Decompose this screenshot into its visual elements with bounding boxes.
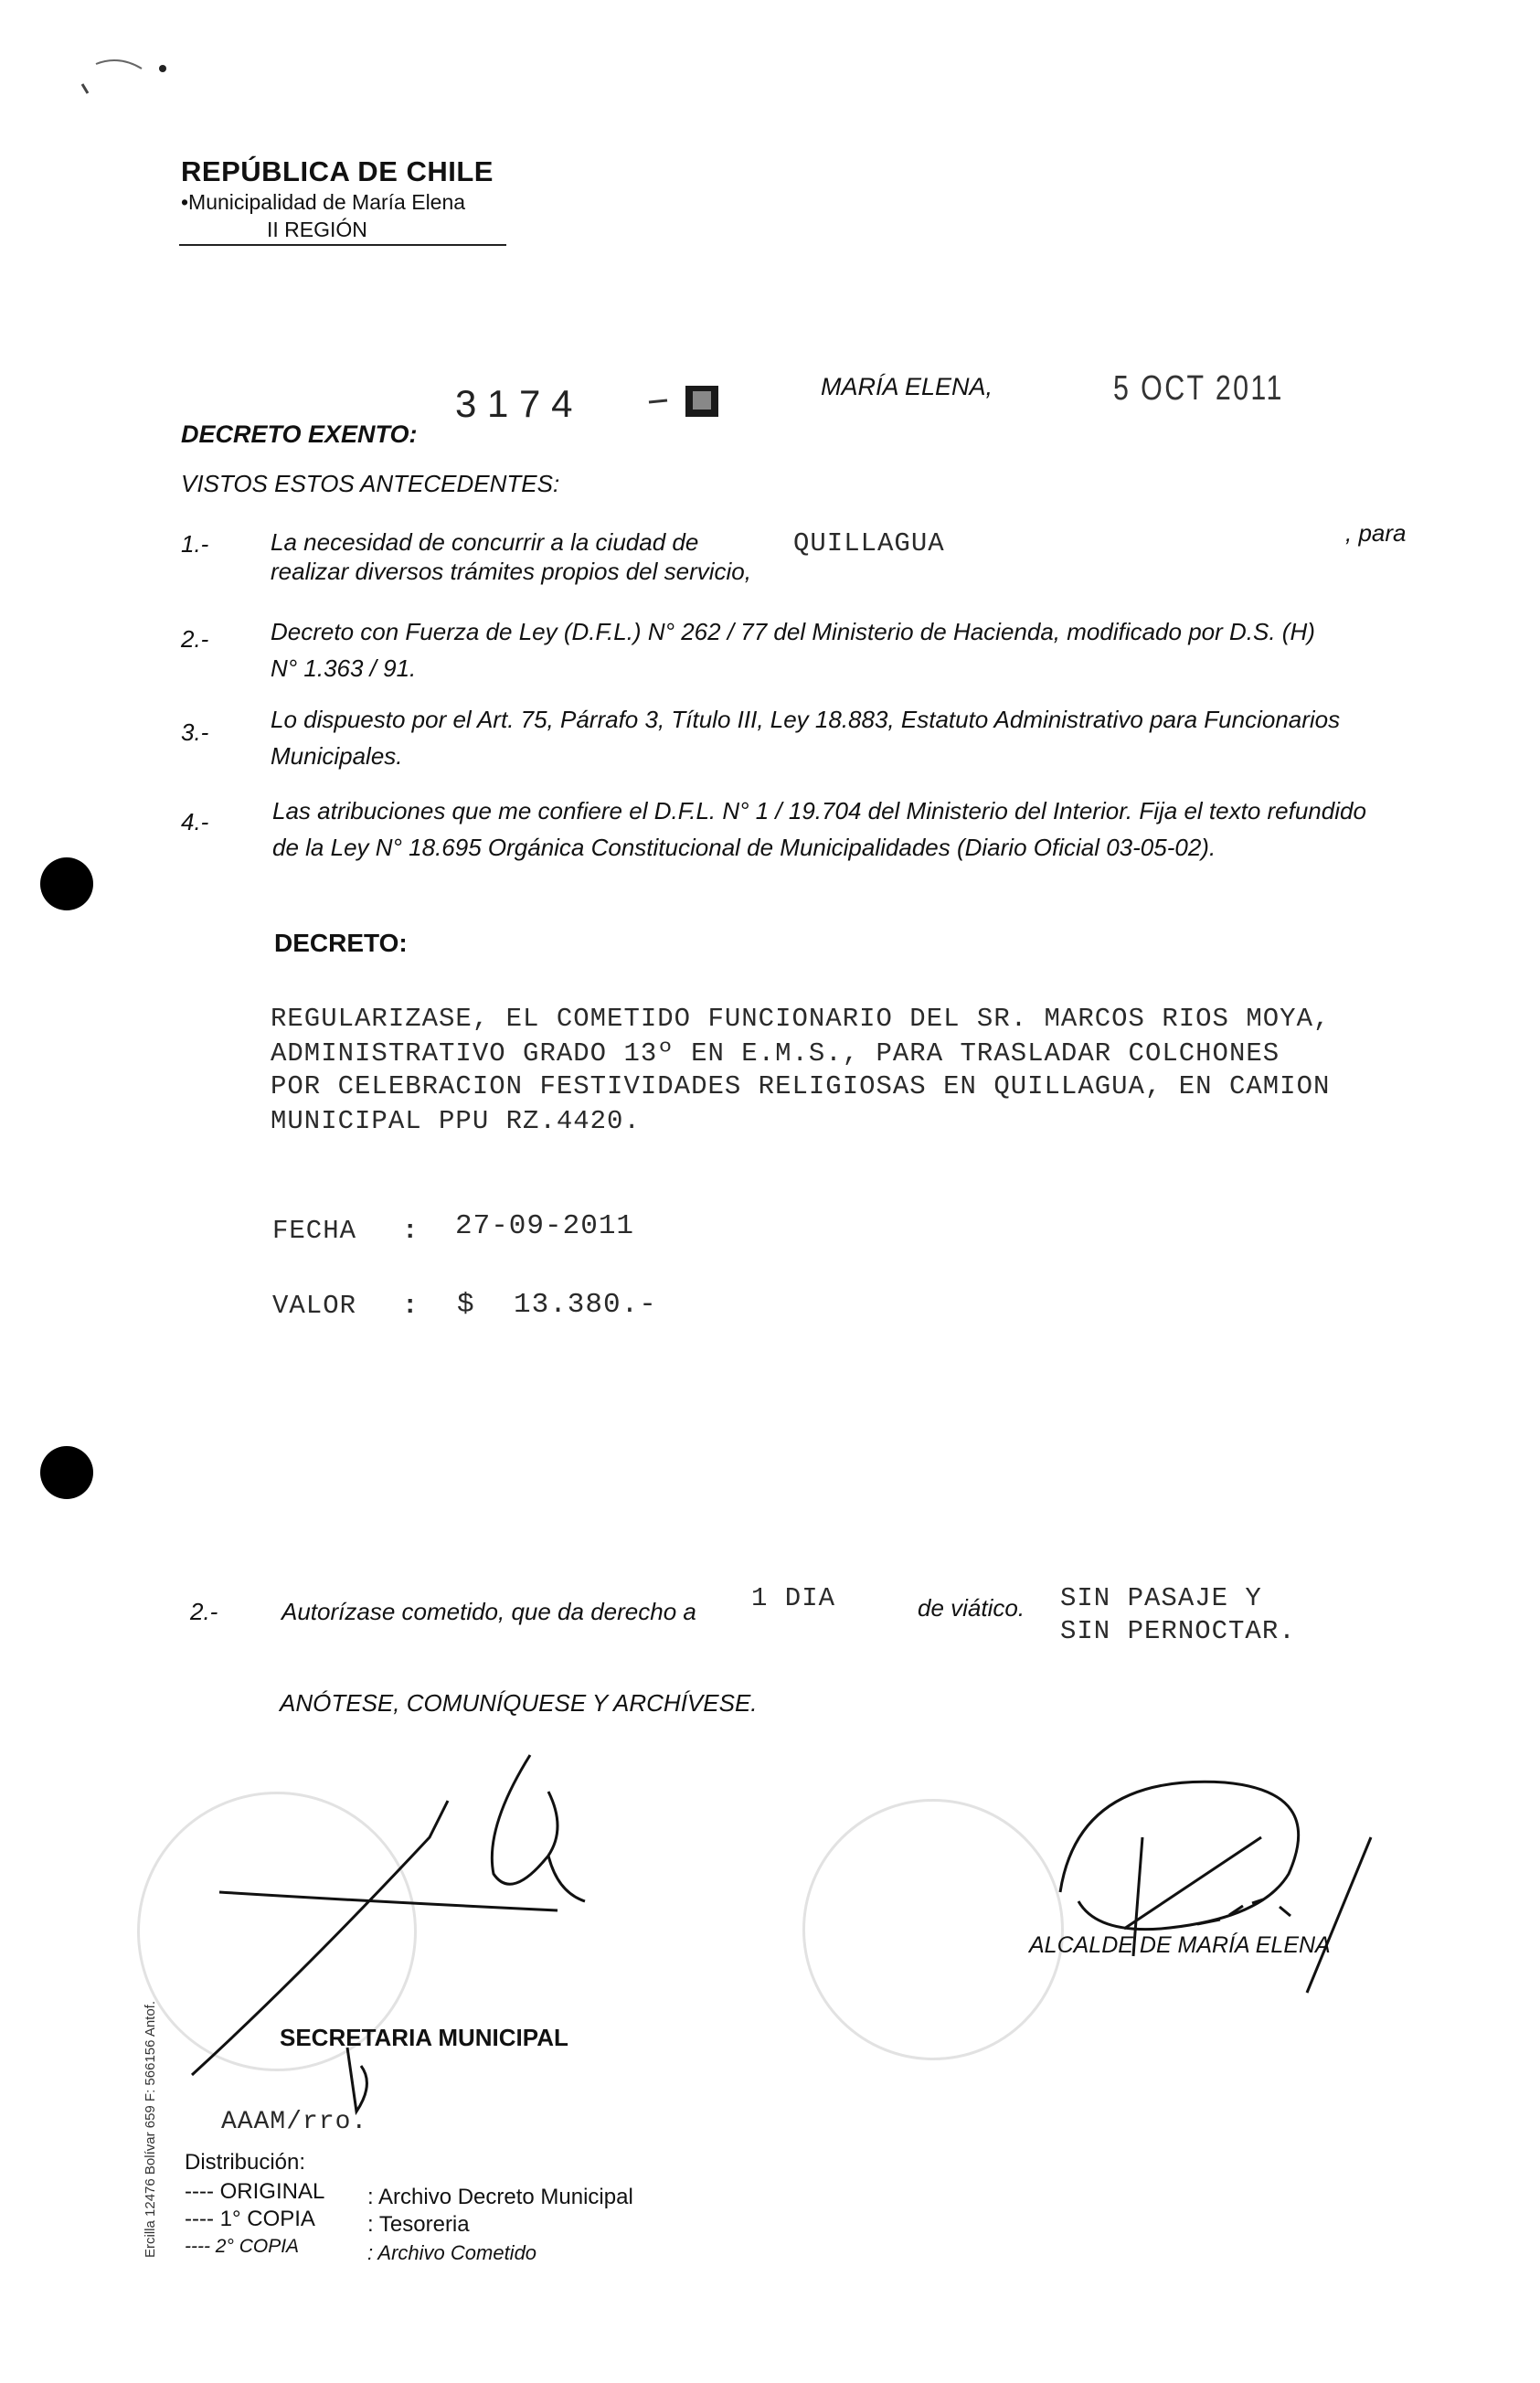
vistos-3-line2: Municipales. [271,742,403,770]
valor-separator: : [402,1291,420,1321]
distribution-dest-1: : Archivo Decreto Municipal [367,2185,633,2209]
vistos-title: VISTOS ESTOS ANTECEDENTES: [181,470,560,497]
vistos-2-line1: Decreto con Fuerza de Ley (D.F.L.) N° 262 / 77 del Ministerio de Hacienda, modificado por D.S. (H) [271,618,1315,645]
vistos-1-suffix: , para [1345,519,1407,547]
decree-number-stamp-mark [640,375,740,420]
secretary-title: SECRETARIA MUNICIPAL [280,2024,568,2051]
distribution-copy-3: ---- 2° COPIA [185,2236,300,2257]
scan-speck-mark [55,27,183,101]
printer-imprint: Ercilla 12476 Bolívar 659 F: 566156 Antof. [143,2000,158,2258]
decreto-body-line-1: REGULARIZASE, EL COMETIDO FUNCIONARIO DEL SR. MARCOS RIOS MOYA, [271,1004,1331,1034]
fecha-separator: : [402,1216,420,1246]
distribution-title: Distribución: [185,2150,306,2175]
vistos-1-line2: realizar diversos trámites propios del servicio, [271,558,751,585]
fecha-value: 27-09-2011 [455,1210,635,1242]
punch-hole-top [40,857,93,910]
header-divider [179,244,506,246]
distribution-copy-1: ---- ORIGINAL [185,2179,325,2204]
decreto-body-line-2: ADMINISTRATIVO GRADO 13º EN E.M.S., PARA TRASLADAR COLCHONES [271,1038,1280,1069]
mayor-title: ALCALDE DE MARÍA ELENA [1029,1932,1331,1958]
vistos-1-city: QUILLAGUA [793,528,945,559]
region-name: II REGIÓN [267,218,367,241]
decree-label: DECRETO EXENTO: [181,420,418,448]
distribution-dest-2: : Tesoreria [367,2212,470,2237]
vistos-3-number: 3.- [181,718,209,746]
viatico-number: 2.- [190,1598,218,1625]
viatico-note-line-2: SIN PERNOCTAR. [1060,1616,1296,1646]
decree-number: 3 1 7 4 [455,382,573,425]
distribution-dest-3: : Archivo Cometido [367,2241,537,2264]
decreto-title: DECRETO: [274,929,408,957]
viatico-note-line-1: SIN PASAJE Y [1060,1583,1262,1613]
vistos-1-number: 1.- [181,530,209,558]
decree-place: MARÍA ELENA, [821,373,993,400]
municipality-name: •Municipalidad de María Elena [181,190,466,214]
valor-label: VALOR [272,1291,357,1321]
initials: AAAM/rro. [221,2108,368,2136]
decreto-body-line-4: MUNICIPAL PPU RZ.4420. [271,1106,641,1136]
valor-currency: $ [457,1289,475,1321]
mayor-signature [1024,1746,1407,2002]
viatico-days: 1 DIA [751,1583,836,1613]
distribution-copy-2: ---- 1° COPIA [185,2207,315,2231]
vistos-1-line1: La necesidad de concurrir a la ciudad de [271,528,699,556]
vistos-4-line1: Las atribuciones que me confiere el D.F.L. N° 1 / 19.704 del Ministerio del Interior. Fija el texto refundido [272,797,1366,824]
punch-hole-bottom [40,1446,93,1499]
viatico-text-suffix: de viático. [918,1594,1025,1622]
vistos-3-line1: Lo dispuesto por el Art. 75, Párrafo 3, Título III, Ley 18.883, Estatuto Administrativo para Funcionarios [271,706,1341,733]
vistos-2-number: 2.- [181,625,209,653]
vistos-2-line2: N° 1.363 / 91. [271,654,417,682]
decree-date: 5 OCT 2011 [1113,369,1284,408]
republic-heading: REPÚBLICA DE CHILE [181,155,494,187]
viatico-text: Autorízase cometido, que da derecho a [281,1598,696,1625]
closing-text: ANÓTESE, COMUNÍQUESE Y ARCHÍVESE. [280,1689,758,1717]
vistos-4-line2: de la Ley N° 18.695 Orgánica Constitucional de Municipalidades (Diario Oficial 03-05-02). [272,834,1216,861]
valor-value: 13.380.- [514,1289,657,1321]
vistos-4-number: 4.- [181,808,209,835]
decreto-body-line-3: POR CELEBRACION FESTIVIDADES RELIGIOSAS EN QUILLAGUA, EN CAMION [271,1071,1331,1101]
fecha-label: FECHA [272,1216,357,1246]
